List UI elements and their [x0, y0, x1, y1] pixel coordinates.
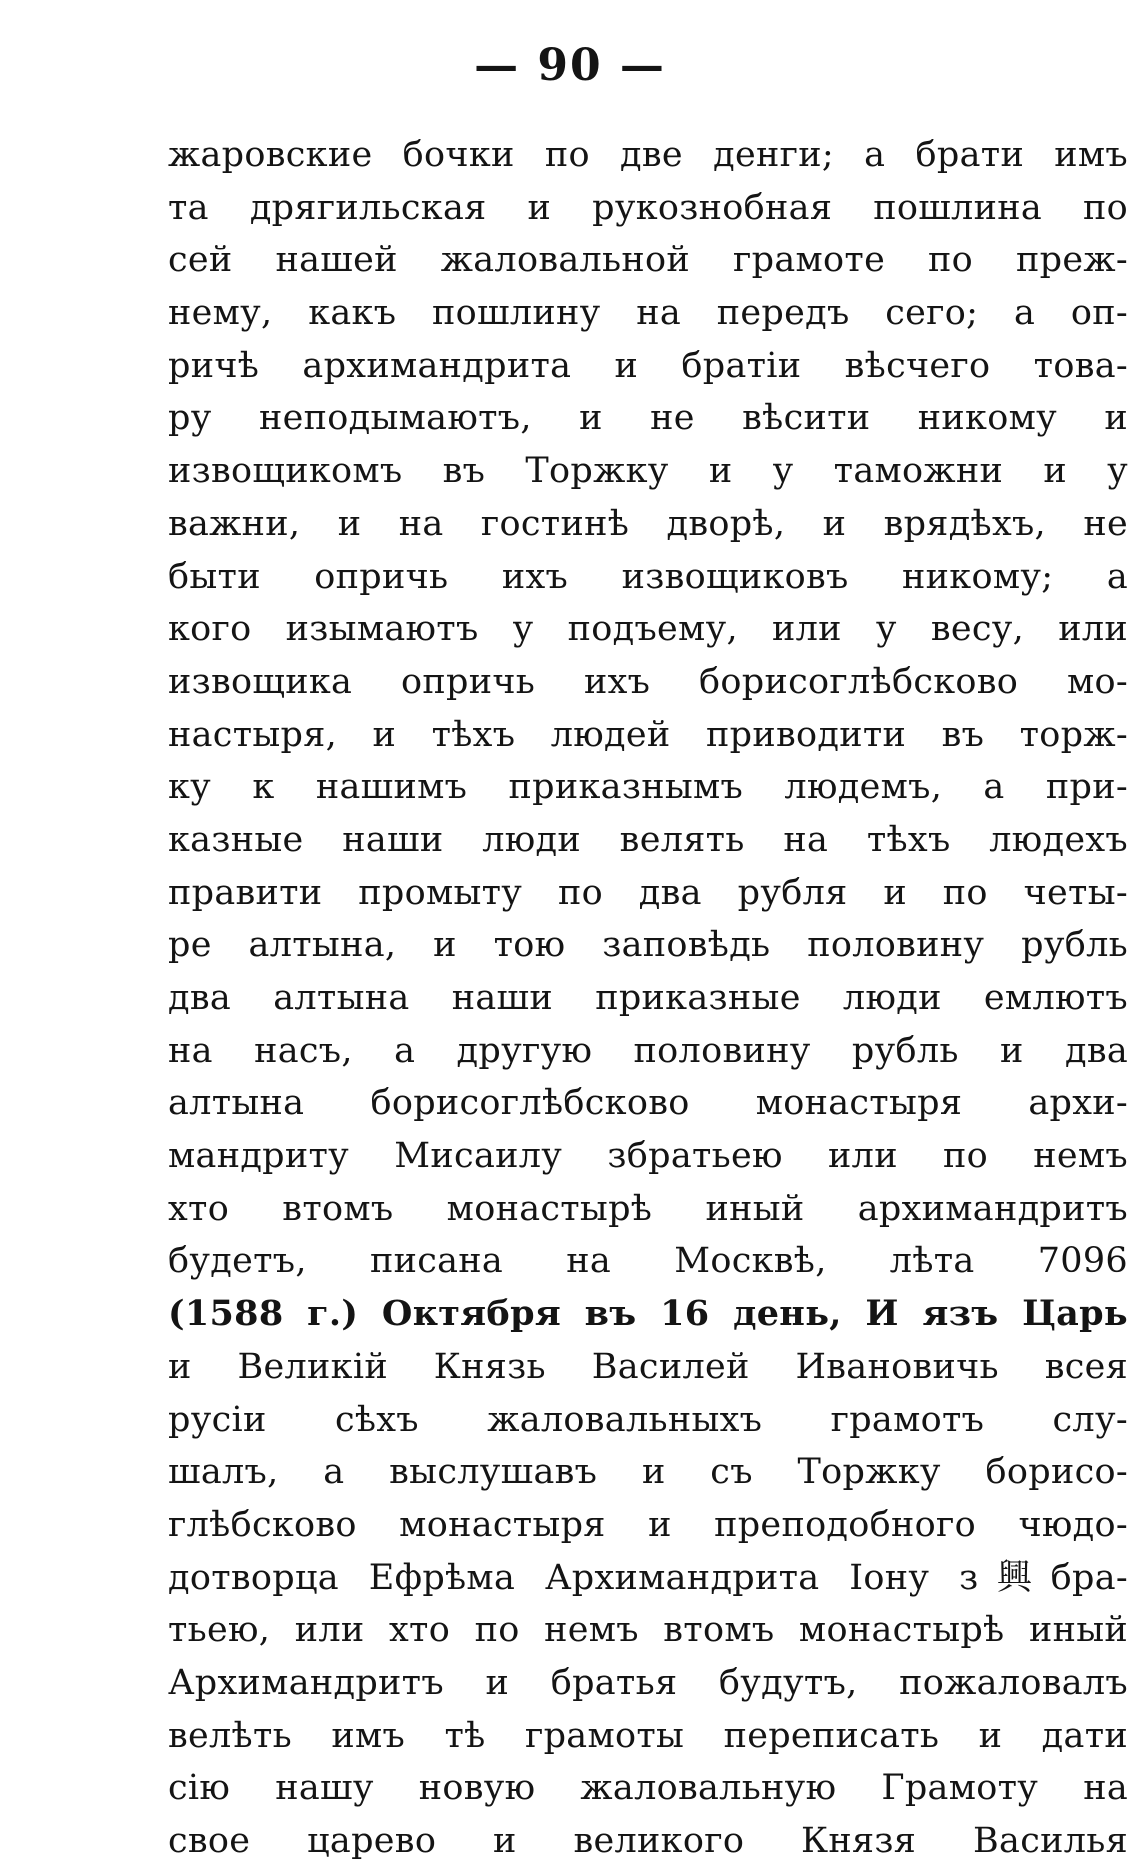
text-line: сiю нашу новую жаловальную Грамоту на	[168, 1768, 1128, 1809]
text-line-date: (1588 г.) Октября въ 16 день, И язъ Царь	[168, 1293, 1128, 1335]
body-text	[168, 129, 1128, 1868]
text-line: свое царево и великого Князя Василья	[168, 1821, 1128, 1861]
text-line: два алтына наши приказные люди емлютъ	[168, 978, 1128, 1018]
text-line: правити промыту по два рубля и по четы-	[168, 872, 1128, 913]
text-line: настыря, и тѣхъ людей приводити въ торж-	[168, 714, 1128, 755]
page-number: — 90 —	[474, 40, 666, 91]
text-line: ре алтына, и тою заповѣдь половину рубль	[168, 925, 1128, 966]
text-line: ку к нашимъ приказнымъ людемъ, а при-	[168, 767, 1128, 808]
text-line: сей нашей жаловальной грамоте по преж-	[168, 240, 1128, 281]
text-line: та дрягильская и рукознобная пошлина по	[168, 187, 1128, 228]
text-line: и Великiй Князь Василей Ивановичь всея	[168, 1346, 1128, 1387]
text-line: алтына борисоглѣбсково монастыря архи-	[168, 1083, 1128, 1124]
text-line: быти опричь ихъ извощиковъ никому; а	[168, 556, 1128, 597]
text-line: на насъ, а другую половину рубль и два	[168, 1030, 1128, 1071]
text-line: дотворца Ефрѣма Архимандрита Iону з興бра-	[168, 1557, 1128, 1598]
text-line: кого изымаютъ у подъему, или у весу, или	[168, 609, 1128, 650]
text-line: глѣбсково монастыря и преподобного чюдо-	[168, 1504, 1128, 1545]
text-line: нему, какъ пошлину на передъ сего; а оп-	[168, 293, 1128, 334]
text-line: ричѣ архимандрита и братiи вѣсчего това-	[168, 345, 1128, 386]
text-line: важни, и на гостинѣ дворѣ, и врядѣхъ, не	[168, 503, 1128, 544]
text-line: велѣть имъ тѣ грамоты переписать и дати	[168, 1715, 1128, 1756]
text-line: хто втомъ монастырѣ иный архимандритъ	[168, 1188, 1128, 1229]
text-line: русiи сѣхъ жаловальныхъ грамотъ слу-	[168, 1399, 1128, 1440]
text-line: шалъ, а выслушавъ и съ Торжку борисо-	[168, 1452, 1128, 1493]
text-line: Архимандритъ и братья будутъ, пожаловалъ	[168, 1662, 1128, 1703]
text-line: ру неподымаютъ, и не вѣсити никому и	[168, 398, 1128, 439]
text-line: извощика опричь ихъ борисоглѣбсково мо-	[168, 661, 1128, 702]
text-line: жаровские бочки по две денги; а брати имъ	[168, 135, 1128, 175]
text-line: тьею, или хто по немъ втомъ монастырѣ иный	[168, 1610, 1128, 1651]
text-line: мандриту Мисаилу збратьею или по немъ	[168, 1136, 1128, 1177]
text-line: казные наши люди велять на тѣхъ людехъ	[168, 819, 1128, 860]
text-line: извощикомъ въ Торжку и у таможни и у	[168, 451, 1128, 492]
text-line: будетъ, писана на Москвѣ, лѣта 7096	[168, 1241, 1128, 1282]
